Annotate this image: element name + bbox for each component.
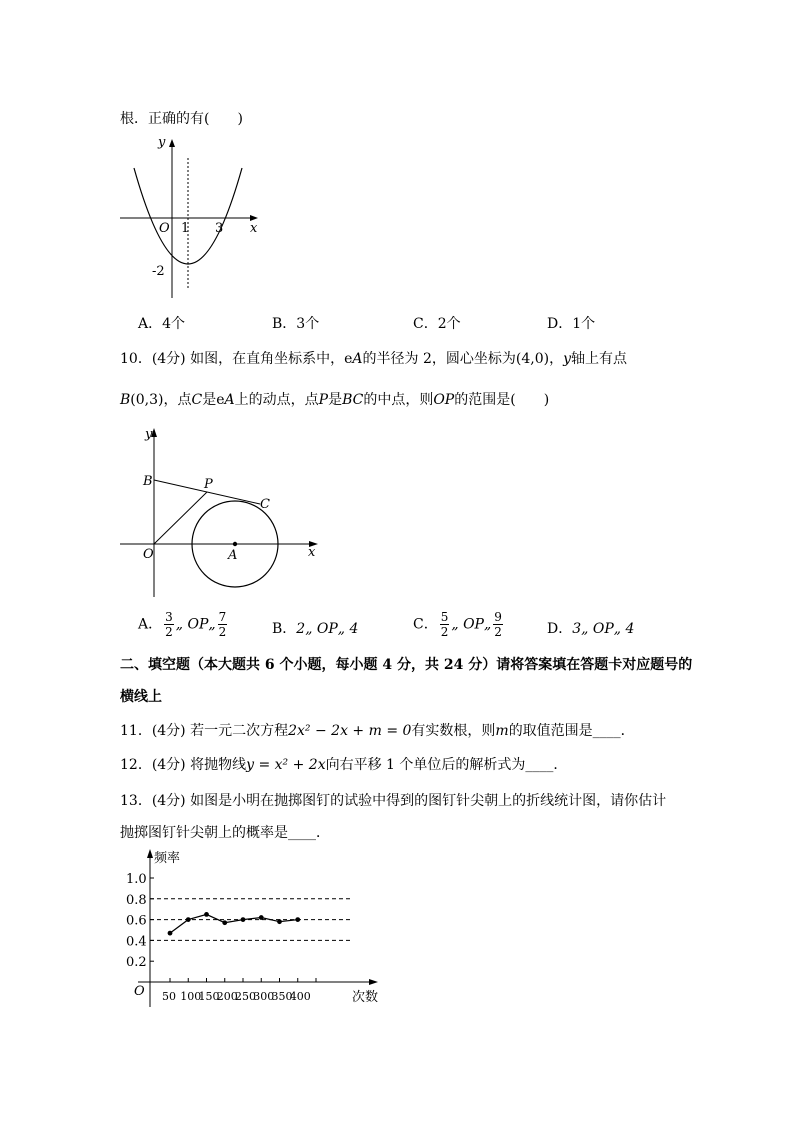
x-axis-label: 次数 — [352, 990, 379, 1005]
data-point — [168, 931, 173, 936]
x-tick-label: 50 — [162, 990, 176, 1003]
data-point — [277, 919, 282, 924]
q10-option-b: B．2„ OP„ 4 — [272, 621, 359, 637]
q13-line2: 抛掷图钉针尖朝上的概率是____． — [120, 825, 330, 841]
q10-option-d: D．3„ OP„ 4 — [547, 621, 635, 637]
data-point — [295, 917, 300, 922]
q9-option-c: C．2个 — [413, 316, 461, 332]
q11: 11．(4分) 若一元二次方程2x² − 2x + m = 0有实数根，则m的取值范围是____． — [120, 723, 635, 739]
y-label: y — [145, 427, 153, 442]
point-p-label: P — [204, 477, 213, 492]
x-label: x — [250, 221, 258, 236]
section2-heading-cont: 横线上 — [120, 689, 162, 705]
tick-1: 1 — [181, 221, 190, 236]
q10-option-c: C． $\frac{5}{2}$ „ OP„ $\frac{9}{2}$ — [413, 610, 502, 639]
y-axis-arrow — [169, 139, 175, 147]
point-a-label: A — [228, 548, 238, 563]
y-tick-label: 1.0 — [126, 872, 147, 887]
x-tick-label: 300 — [253, 990, 275, 1003]
q10-circle-graph — [118, 422, 328, 602]
tick-3: 3 — [215, 221, 224, 236]
q9-stem-tail: 根．正确的有( ) — [120, 111, 243, 127]
data-point — [204, 912, 209, 917]
q12: 12．(4分) 将抛物线y = x² + 2x向右平移 1 个单位后的解析式为____． — [120, 757, 568, 773]
q10-option-a: A． $\frac{3}{2}$ „ OP„ $\frac{7}{2}$ — [138, 610, 227, 639]
x-tick-label: 200 — [216, 990, 238, 1003]
y-tick-label: 0.4 — [126, 934, 147, 950]
data-point — [222, 920, 227, 925]
y-axis-arrow — [147, 849, 153, 858]
x-tick-label: 350 — [271, 990, 293, 1003]
x-tick-label: 150 — [198, 990, 220, 1003]
origin-label: O — [159, 221, 170, 236]
x-tick-label: 100 — [180, 990, 202, 1003]
fraction: $\frac{9}{2}$ — [494, 610, 502, 639]
x-tick-label: 400 — [289, 990, 311, 1003]
x-label: x — [308, 545, 316, 560]
point-c-label: C — [260, 497, 270, 512]
y-tick-label: 0.6 — [126, 913, 147, 929]
q13-line1: 13．(4分) 如图是小明在抛掷图钉的试验中得到的图钉针尖朝上的折线统计图，请你估计 — [120, 793, 667, 809]
fraction: $\frac{7}{2}$ — [218, 610, 227, 639]
fraction: $\frac{5}{2}$ — [440, 610, 449, 639]
data-point — [259, 915, 264, 920]
origin-label: O — [143, 547, 154, 562]
q10-line1: 10．(4分) 如图，在直角坐标系中，eA的半径为 2，圆心坐标为(4,0)，y轴上有点 — [120, 351, 627, 367]
data-point — [186, 917, 191, 922]
y-axis-label: 频率 — [154, 851, 181, 866]
point-b-label: B — [143, 474, 153, 489]
y-tick-label: 0.2 — [126, 955, 147, 971]
q9-option-a: A．4个 — [138, 316, 186, 332]
origin-label: O — [134, 984, 145, 999]
q10-line2: B(0,3)，点C是eA上的动点，点P是BC的中点，则OP的范围是( ) — [120, 392, 550, 408]
fraction: $\frac{3}{2}$ — [165, 610, 173, 639]
frequency-line-chart — [110, 845, 400, 1010]
x-axis-arrow — [369, 979, 378, 985]
q9-option-d: D．1个 — [547, 316, 596, 332]
y-tick-label: 0.8 — [126, 892, 147, 908]
data-point — [241, 917, 246, 922]
center-point-a — [233, 542, 237, 546]
q9-option-b: B．3个 — [272, 316, 320, 332]
tick-neg2: -2 — [152, 264, 165, 279]
section2-heading: 二、填空题（本大题共 6 个小题，每小题 4 分，共 24 分）请将答案填在答题卡对应题号的 — [120, 657, 693, 673]
segment-op — [154, 492, 207, 544]
y-label: y — [158, 135, 166, 150]
q9-parabola-graph — [118, 130, 268, 300]
x-tick-label: 250 — [235, 990, 256, 1003]
